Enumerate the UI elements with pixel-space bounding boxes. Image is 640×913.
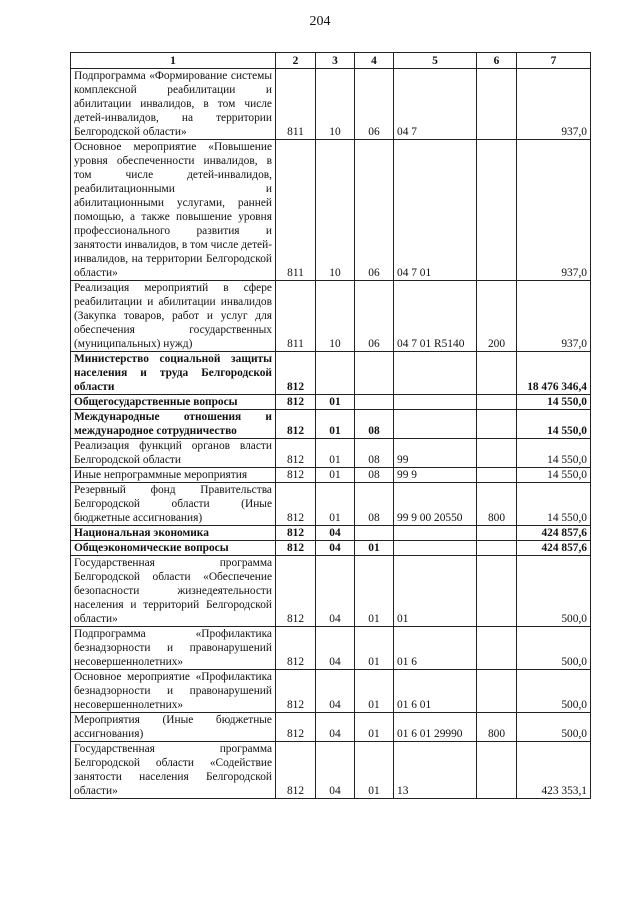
column-header: 2 <box>276 53 316 69</box>
row-value-cell: 500,0 <box>517 627 591 670</box>
row-value-cell: 811 <box>276 281 316 352</box>
row-value-cell <box>477 742 517 799</box>
row-value-cell <box>477 526 517 541</box>
row-value-cell: 01 <box>355 627 394 670</box>
page-number: 204 <box>309 14 331 29</box>
row-value-cell: 812 <box>276 439 316 468</box>
row-value-cell <box>477 69 517 140</box>
row-name-cell: Международные отношения и международное сотрудничество <box>71 410 276 439</box>
row-value-cell: 01 <box>316 483 355 526</box>
row-value-cell <box>477 439 517 468</box>
row-value-cell: 06 <box>355 281 394 352</box>
column-header: 6 <box>477 53 517 69</box>
row-value-cell: 10 <box>316 281 355 352</box>
row-value-cell: 424 857,6 <box>517 541 591 556</box>
row-value-cell <box>316 352 355 395</box>
row-value-cell: 04 <box>316 670 355 713</box>
table-row <box>71 483 591 526</box>
row-value-cell: 01 6 01 <box>394 670 477 713</box>
row-value-cell: 937,0 <box>517 140 591 281</box>
row-value-cell: 04 <box>316 742 355 799</box>
row-value-cell: 812 <box>276 742 316 799</box>
row-value-cell <box>477 627 517 670</box>
row-value-cell: 04 <box>316 541 355 556</box>
row-value-cell: 937,0 <box>517 281 591 352</box>
row-value-cell: 08 <box>355 410 394 439</box>
row-value-cell: 06 <box>355 140 394 281</box>
row-value-cell: 812 <box>276 483 316 526</box>
row-value-cell: 200 <box>477 281 517 352</box>
row-value-cell: 500,0 <box>517 556 591 627</box>
budget-table <box>70 52 591 799</box>
column-header: 4 <box>355 53 394 69</box>
row-value-cell <box>477 468 517 483</box>
row-value-cell: 812 <box>276 526 316 541</box>
row-value-cell: 500,0 <box>517 670 591 713</box>
row-value-cell: 01 <box>355 556 394 627</box>
table-row <box>71 742 591 799</box>
table-row <box>71 468 591 483</box>
table-row <box>71 439 591 468</box>
row-value-cell: 812 <box>276 713 316 742</box>
row-value-cell <box>477 410 517 439</box>
row-value-cell: 812 <box>276 468 316 483</box>
row-name-cell: Реализация функций органов власти Белгородской области <box>71 439 276 468</box>
row-value-cell: 812 <box>276 541 316 556</box>
row-value-cell: 423 353,1 <box>517 742 591 799</box>
row-value-cell: 812 <box>276 627 316 670</box>
row-value-cell <box>355 352 394 395</box>
row-value-cell: 04 <box>316 713 355 742</box>
table-row <box>71 140 591 281</box>
row-name-cell: Министерство социальной защиты населения и труда Белгородской области <box>71 352 276 395</box>
row-value-cell <box>394 395 477 410</box>
table-row <box>71 526 591 541</box>
row-value-cell: 10 <box>316 140 355 281</box>
row-name-cell: Общегосударственные вопросы <box>71 395 276 410</box>
row-value-cell: 04 7 01 <box>394 140 477 281</box>
row-name-cell: Основное мероприятие «Профилактика безнадзорности и правонарушений несовершеннолетних» <box>71 670 276 713</box>
row-value-cell: 01 <box>316 410 355 439</box>
row-value-cell: 800 <box>477 483 517 526</box>
row-value-cell: 01 <box>316 439 355 468</box>
table-row <box>71 352 591 395</box>
row-value-cell <box>477 395 517 410</box>
row-name-cell: Резервный фонд Правительства Белгородской области (Иные бюджетные ассигнования) <box>71 483 276 526</box>
table-row <box>71 281 591 352</box>
row-value-cell: 04 <box>316 556 355 627</box>
row-value-cell: 01 <box>355 742 394 799</box>
row-name-cell: Государственная программа Белгородской области «Обеспечение безопасности жизнедеятельности населения и территорий Белгородской области» <box>71 556 276 627</box>
row-value-cell: 812 <box>276 395 316 410</box>
row-value-cell: 01 <box>355 670 394 713</box>
row-value-cell: 01 <box>394 556 477 627</box>
table-row <box>71 556 591 627</box>
row-value-cell: 424 857,6 <box>517 526 591 541</box>
table-row <box>71 713 591 742</box>
table-row <box>71 395 591 410</box>
row-value-cell <box>355 395 394 410</box>
table-row <box>71 627 591 670</box>
table-row <box>71 541 591 556</box>
row-name-cell: Мероприятия (Иные бюджетные ассигнования) <box>71 713 276 742</box>
row-value-cell: 08 <box>355 483 394 526</box>
row-value-cell: 14 550,0 <box>517 395 591 410</box>
row-value-cell <box>394 352 477 395</box>
row-value-cell: 06 <box>355 69 394 140</box>
row-name-cell: Подпрограмма «Формирование системы комплексной реабилитации и абилитации инвалидов, в том числе детей-инвалидов, на территории Белгородской области» <box>71 69 276 140</box>
row-value-cell: 01 <box>316 395 355 410</box>
row-value-cell: 10 <box>316 69 355 140</box>
row-value-cell: 01 6 01 29990 <box>394 713 477 742</box>
row-value-cell: 937,0 <box>517 69 591 140</box>
table-body <box>71 69 591 799</box>
row-value-cell: 812 <box>276 556 316 627</box>
row-name-cell: Реализация мероприятий в сфере реабилитации и абилитации инвалидов (Закупка товаров, работ и услуг для обеспечения государственных (муниципальных) нужд) <box>71 281 276 352</box>
column-header: 5 <box>394 53 477 69</box>
row-name-cell: Подпрограмма «Профилактика безнадзорности и правонарушений несовершеннолетних» <box>71 627 276 670</box>
row-value-cell: 01 <box>355 541 394 556</box>
row-name-cell: Общеэкономические вопросы <box>71 541 276 556</box>
row-value-cell: 812 <box>276 410 316 439</box>
row-value-cell: 13 <box>394 742 477 799</box>
row-value-cell: 500,0 <box>517 713 591 742</box>
row-value-cell: 800 <box>477 713 517 742</box>
column-header: 7 <box>517 53 591 69</box>
row-value-cell: 811 <box>276 69 316 140</box>
row-value-cell: 14 550,0 <box>517 468 591 483</box>
row-value-cell: 01 <box>355 713 394 742</box>
row-value-cell: 14 550,0 <box>517 483 591 526</box>
row-value-cell: 01 6 <box>394 627 477 670</box>
row-name-cell: Иные непрограммные мероприятия <box>71 468 276 483</box>
row-value-cell: 01 <box>316 468 355 483</box>
row-value-cell <box>394 526 477 541</box>
row-value-cell <box>477 670 517 713</box>
row-value-cell: 811 <box>276 140 316 281</box>
row-value-cell <box>477 556 517 627</box>
row-value-cell: 04 <box>316 526 355 541</box>
row-value-cell: 04 7 <box>394 69 477 140</box>
row-value-cell: 08 <box>355 468 394 483</box>
row-value-cell: 14 550,0 <box>517 410 591 439</box>
table-header-row <box>71 53 591 69</box>
row-value-cell <box>477 140 517 281</box>
table-row <box>71 670 591 713</box>
column-header: 3 <box>316 53 355 69</box>
table-row <box>71 69 591 140</box>
row-value-cell: 18 476 346,4 <box>517 352 591 395</box>
row-value-cell <box>394 541 477 556</box>
table-row <box>71 410 591 439</box>
row-value-cell: 04 <box>316 627 355 670</box>
row-name-cell: Национальная экономика <box>71 526 276 541</box>
row-value-cell: 08 <box>355 439 394 468</box>
row-value-cell: 812 <box>276 670 316 713</box>
column-header: 1 <box>71 53 276 69</box>
row-name-cell: Основное мероприятие «Повышение уровня обеспеченности инвалидов, в том числе детей-инвалидов, реабилитационными и абилитационными услугами, ранней помощью, а также повышение уровня профессионального развития и занятости инвалидов, в том числе детей-инвалидов, на территории Белгородской области» <box>71 140 276 281</box>
row-value-cell: 14 550,0 <box>517 439 591 468</box>
row-value-cell <box>477 352 517 395</box>
row-value-cell: 04 7 01 R5140 <box>394 281 477 352</box>
row-value-cell: 99 9 <box>394 468 477 483</box>
row-value-cell: 99 9 00 20550 <box>394 483 477 526</box>
row-value-cell: 99 <box>394 439 477 468</box>
row-value-cell <box>355 526 394 541</box>
row-value-cell <box>477 541 517 556</box>
row-value-cell: 812 <box>276 352 316 395</box>
row-value-cell <box>394 410 477 439</box>
row-name-cell: Государственная программа Белгородской области «Содействие занятости населения Белгородской области» <box>71 742 276 799</box>
